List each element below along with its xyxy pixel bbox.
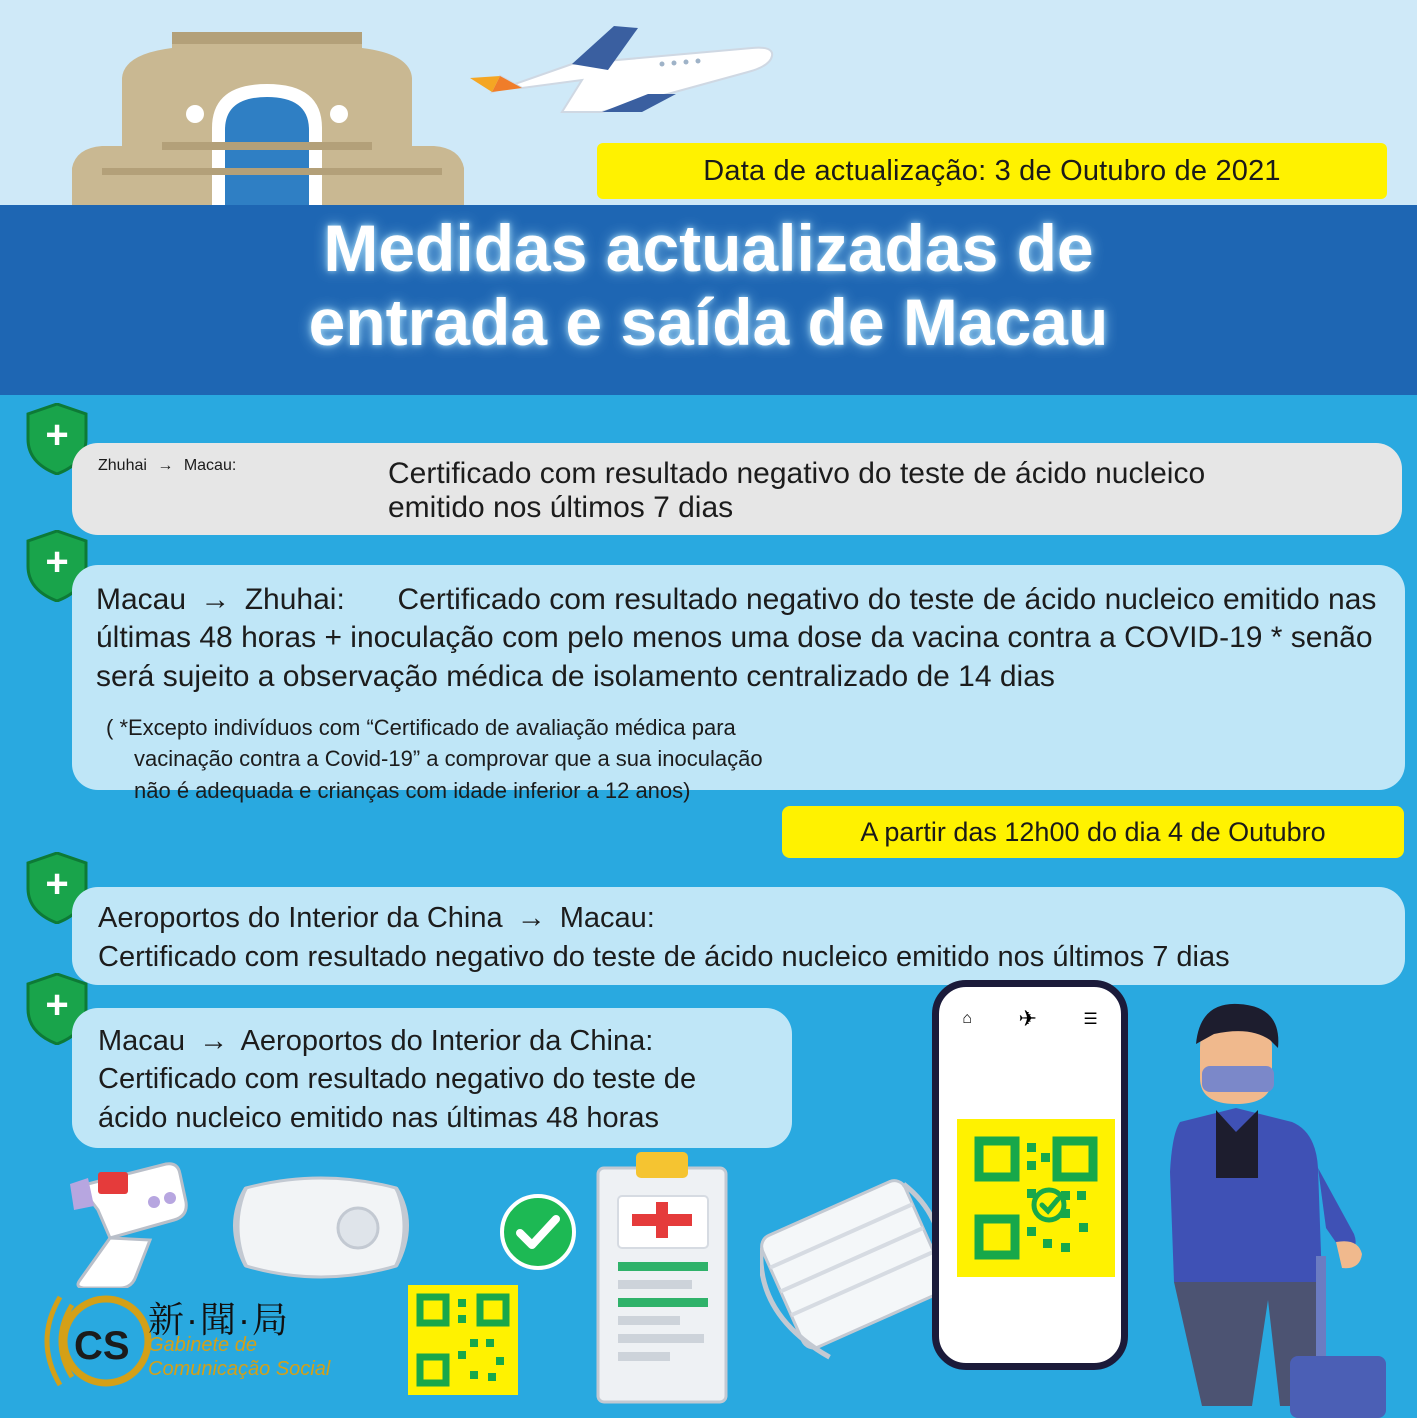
plus-glyph-1: + xyxy=(45,413,69,457)
airplane-icon: ✈ xyxy=(1018,1006,1037,1031)
row4-route xyxy=(98,1022,766,1060)
arrow-icon-3: → xyxy=(516,902,546,934)
row3-destination: Macau: xyxy=(559,902,655,934)
effective-time-text: A partir das 12h00 do dia 4 de Outubro xyxy=(860,816,1326,847)
arrow-icon-1: → xyxy=(157,457,174,474)
row1-requirement xyxy=(388,457,1205,525)
arrow-icon-4: → xyxy=(199,1025,229,1057)
qr-code-small-icon xyxy=(408,1285,518,1395)
macau-arch-illustration xyxy=(62,18,492,208)
row4-requirement-line1: Certificado com resultado negativo do teste de xyxy=(98,1063,697,1096)
row3-route xyxy=(98,899,1379,938)
plus-glyph-2: + xyxy=(45,540,69,584)
logo-portuguese-name xyxy=(148,1334,330,1381)
qr-code-large-icon xyxy=(957,1119,1115,1277)
row2-footnote-line1: ( *Excepto indivíduos com “Certificado de avaliação médica para xyxy=(106,715,736,741)
face-mask-icon xyxy=(216,1162,426,1292)
row2-destination: Zhuhai: xyxy=(244,583,345,616)
row1-requirement-line2: emitido nos últimos 7 dias xyxy=(388,491,734,524)
medical-report-clipboard-icon xyxy=(592,1144,732,1406)
row2-requirement: Certificado com resultado negativo do teste de ácido nucleico emitido nas últimas 48 horas + inoculação com pelo menos uma dose da vacina contra a COVID-19 * senão será sujeito a observação médica de isolamento centralizado de 14 dias xyxy=(96,583,1377,693)
row2-footnote-line3: não é adequada e crianças com idade inferior a 12 anos) xyxy=(134,777,691,803)
update-date-text: Data de actualização: 3 de Outubro de 2021 xyxy=(703,154,1281,187)
row4-origin: Macau xyxy=(98,1025,186,1057)
row3-origin: Aeroportos do Interior da China xyxy=(98,902,503,934)
phone-topbar xyxy=(939,1001,1121,1037)
health-code-phone xyxy=(932,980,1128,1370)
arrow-icon-2: → xyxy=(200,583,231,616)
row2-footnote xyxy=(96,712,1381,806)
row1-requirement-line1: Certificado com resultado negativo do teste de ácido nucleico xyxy=(388,457,1206,490)
thermometer-gun-icon xyxy=(58,1158,228,1288)
logo-chinese-name: 新·聞·局 xyxy=(148,1299,290,1340)
update-date-ribbon xyxy=(597,143,1387,199)
surgical-mask-icon xyxy=(760,1150,960,1405)
row2-footnote-line2: vacinação contra a Covid-19” a comprovar que a sua inoculação xyxy=(134,746,763,772)
traveller-illustration xyxy=(1140,982,1400,1418)
logo-pt-line2: Comunicação Social xyxy=(148,1357,331,1380)
logo-pt-line1: Gabinete de xyxy=(148,1334,257,1356)
airplane-illustration xyxy=(452,20,782,120)
measure-row-macau-to-zhuhai xyxy=(72,565,1405,803)
page-title xyxy=(0,212,1417,360)
row1-origin: Zhuhai xyxy=(98,457,147,474)
page-title-line1: Medidas actualizadas de xyxy=(323,211,1094,285)
effective-time-note xyxy=(782,806,1404,858)
plus-glyph-4: + xyxy=(45,983,69,1027)
plus-glyph-3: + xyxy=(45,862,69,906)
row3-requirement: Certificado com resultado negativo do teste de ácido nucleico emitido nos últimos 7 dias xyxy=(98,941,1230,974)
row4-destination: Aeroportos do Interior da China: xyxy=(240,1025,654,1057)
row4-requirement-line2: ácido nucleico emitido nas últimas 48 horas xyxy=(98,1101,659,1134)
svg-text:CS: CS xyxy=(74,1324,130,1368)
row1-route xyxy=(98,457,388,525)
measure-row-macau-to-mainland-airports xyxy=(72,1008,792,1148)
row1-destination: Macau: xyxy=(183,457,237,474)
home-icon[interactable]: ⌂ xyxy=(962,1010,972,1027)
row2-origin: Macau xyxy=(96,583,187,616)
menu-icon[interactable]: ☰ xyxy=(1083,1011,1098,1028)
measure-row-zhuhai-to-macau xyxy=(72,443,1402,535)
measure-row-mainland-airports-to-macau xyxy=(72,887,1405,985)
page-title-line2: entrada e saída de Macau xyxy=(308,284,1109,359)
check-circle-icon xyxy=(498,1192,578,1272)
